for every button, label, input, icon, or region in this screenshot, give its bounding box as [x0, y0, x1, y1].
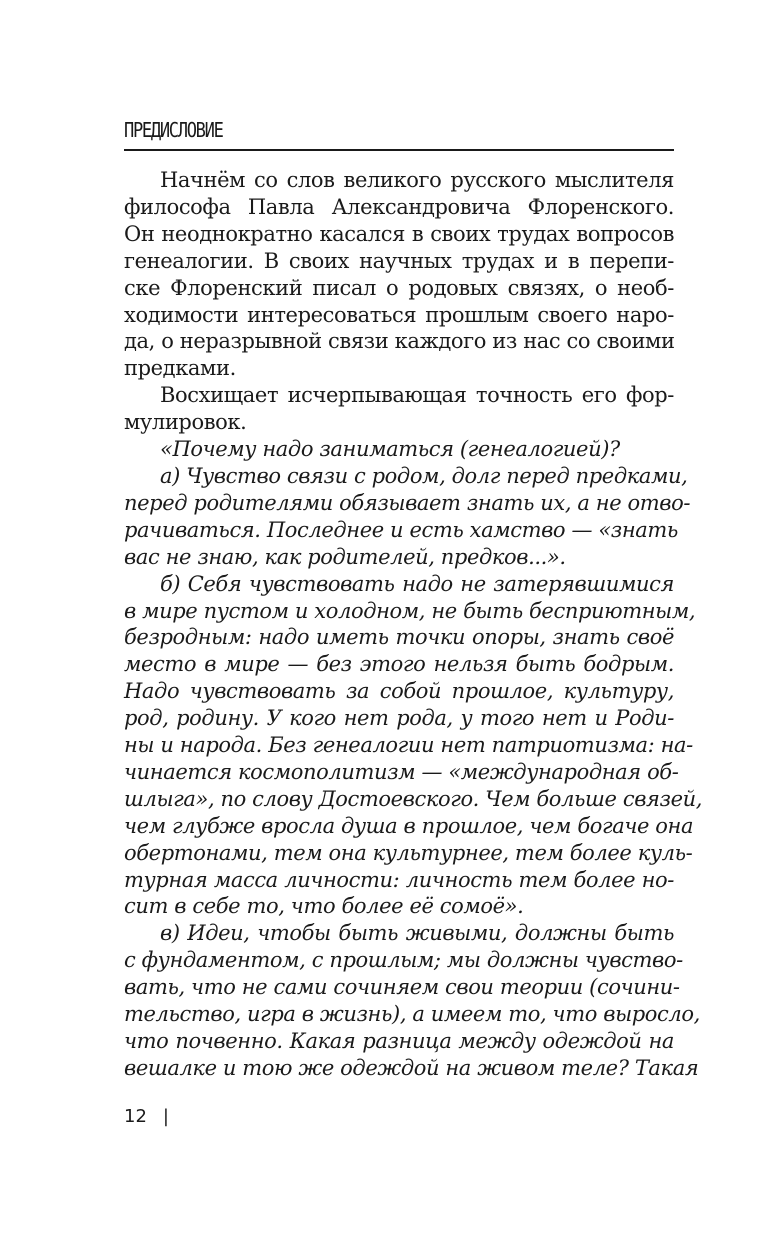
text-line: ске Флоренский писал о родовых связях, о необ- [124, 275, 674, 300]
page-footer [124, 1106, 169, 1128]
text-line: б) Себя чувствовать надо не затерявшимися [160, 571, 674, 596]
text-line: вас не знаю, как родителей, предков...». [124, 544, 566, 569]
text-line: генеалогии. В своих научных трудах и в перепи- [124, 248, 674, 273]
text-line: «Почему надо заниматься (генеалогией)? [160, 437, 620, 462]
text-line: с фундаментом, с прошлым; мы должны чувство- [124, 948, 683, 973]
text-line: Восхищает исчерпывающая точность его фор- [160, 383, 674, 408]
page-body [124, 167, 703, 1082]
header-rule [124, 149, 674, 151]
text-line: ны и народа. Без генеалогии нет патриотизма: на- [124, 733, 693, 758]
running-header: ПРЕДИСЛОВИЕ [124, 118, 223, 142]
text-line: рачиваться. Последнее и есть хамство — «знать [124, 517, 678, 542]
text-line: что почвенно. Какая разница между одеждой на [124, 1029, 674, 1053]
text-line: тельство, игра в жизнь), а имеем то, что выросло, [124, 1002, 700, 1027]
paragraph [124, 167, 674, 382]
text-line: Надо чувствовать за собой прошлое, культуру, [124, 679, 674, 704]
paragraph [124, 382, 674, 436]
text-line: чем глубже вросла душа в прошлое, чем богаче она [124, 813, 694, 838]
page-number: 12 [124, 1106, 147, 1127]
text-line: Начнём со слов великого русского мыслителя [160, 168, 674, 192]
text-line: ходимости интересоваться прошлым своего наро- [124, 302, 674, 327]
text-line: шлыга», по слову Достоевского. Чем больше связей, [124, 786, 703, 811]
text-line: Он неоднократно касался в своих трудах вопросов [124, 221, 674, 246]
paragraph [124, 571, 703, 921]
text-line: обертонами, тем она культурнее, тем более куль- [124, 840, 693, 865]
text-line: вать, что не сами сочиняем свои теории (сочини- [124, 975, 680, 1000]
text-line: предками. [124, 356, 236, 381]
text-line: чинается космополитизм — «международная об- [124, 759, 679, 784]
text-line: в) Идеи, чтобы быть живыми, должны быть [160, 921, 674, 946]
text-line: в мире пустом и холодном, не быть бесприютным, [124, 598, 696, 623]
text-line: турная масса личности: личность тем более но- [124, 867, 674, 892]
paragraph [124, 920, 700, 1081]
footer-separator: | [162, 1106, 169, 1127]
text-line: место в мире — без этого нельзя быть бодрым. [124, 652, 674, 677]
text-line: сит в себе то, что более её сомоё». [124, 894, 524, 919]
text-line: философа Павла Александровича Флоренского. [124, 194, 674, 219]
text-line: безродным: надо иметь точки опоры, знать своё [124, 625, 674, 650]
text-line: род, родину. У кого нет рода, у того нет и Роди- [124, 706, 674, 731]
paragraph [124, 436, 674, 463]
text-line: а) Чувство связи с родом, долг перед предками, [160, 463, 688, 488]
text-line: мулировок. [124, 410, 247, 435]
paragraph [124, 463, 691, 571]
text-line: вешалке и тою же одеждой на живом теле? Такая [124, 1055, 699, 1080]
text-line: да, о неразрывной связи каждого из нас со своими [124, 329, 675, 354]
text-line: перед родителями обязывает знать их, а не отво- [124, 490, 691, 515]
